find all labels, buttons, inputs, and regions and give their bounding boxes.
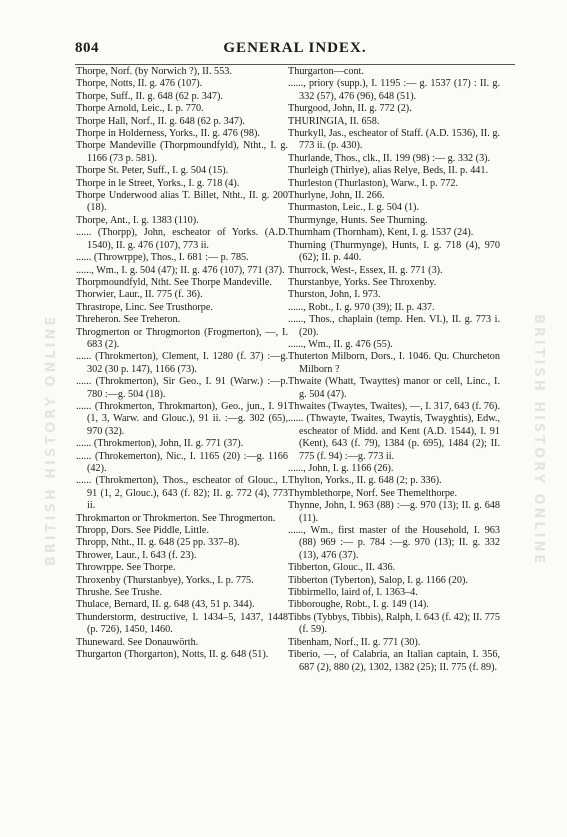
index-entry: Thulace, Bernard, II. g. 648 (43, 51 p. 344). xyxy=(76,599,255,611)
index-entry: ......, Wm., first master of the Household, I. 963 (88) 969 :— p. 784 :—g. 970 (13); II. g. 332 (13), 476 (37). xyxy=(288,525,500,561)
index-entry: Thurgarton—cont. xyxy=(288,66,364,77)
index-entry: Thrastrope, Linc. See Trusthorpe. xyxy=(76,301,213,313)
index-entry: Thuterton Milborn, Dors., I. 1046. Qu. Churcheton Milborn ? xyxy=(288,351,500,375)
index-entry: ......, Wm., II. g. 476 (55). xyxy=(288,338,393,350)
index-entry: Thrushe. See Trushe. xyxy=(76,587,163,599)
index-entry: Thurlande, Thos., clk., II. 199 (98) :— g. 332 (3). xyxy=(288,152,491,164)
watermark-left: BRITISH HISTORY ONLINE xyxy=(44,313,59,567)
index-entry: Thurnham (Thornham), Kent, I. g. 1537 (24). xyxy=(288,227,474,239)
index-entry: Thurmaston, Leic., I. g. 504 (1). xyxy=(288,202,419,214)
index-entry: Thurning (Thurmynge), Hunts, I. g. 718 (4), 970 (62); II. p. 440. xyxy=(288,239,500,264)
index-entry: Thorpe Arnold, Leic., I. p. 770. xyxy=(76,103,204,115)
index-entry: Throgmerton or Throgmorton (Frogmerton), —, I. 683 (2). xyxy=(76,326,288,350)
running-title: GENERAL INDEX. xyxy=(223,40,367,56)
index-entry: Thynne, John, I. 963 (88) :—g. 970 (13); II. g. 648 (11). xyxy=(288,500,500,524)
index-entry: ...... (Throkmerton), Clement, I. 1280 (f. 37) :—g. 302 (30 p. 147), 1166 (73). xyxy=(76,351,288,375)
index-entry: ...... (Thwayte, Twaites, Twaytis, Twayghtis), Edw., escheator of Midd. and Kent (A.D. 1544), I. 91 (Kent), 643 (f. 79), 1384 (p. 695), 1484 (2); II. 775 (f. 94) :—g. 773 ii. xyxy=(288,413,500,462)
index-entry: ...... (Throkemerton), Nic., I. 1165 (20) :—g. 1166 (42). xyxy=(76,450,288,474)
index-column-right xyxy=(288,66,500,674)
page-number: 804 xyxy=(75,40,99,56)
index-entry: Thurkyll, Jas., escheator of Staff. (A.D. 1536), II. g. 773 ii. (p. 430). xyxy=(288,128,500,152)
index-entry: ...... (Throkmerton), John, II. g. 771 (37). xyxy=(76,438,244,450)
index-entry: Thorpe in Holderness, Yorks., II. g. 476 (98). xyxy=(76,128,260,140)
index-entry: ...... (Thorpp), John, escheator of Yorks. (A.D. 1540), II. g. 476 (107), 773 ii. xyxy=(76,227,288,251)
index-entry: ......, Robt., I. g. 970 (39); II. p. 437. xyxy=(288,301,435,313)
index-entry: Thrower, Laur., I. 643 (f. 23). xyxy=(76,549,197,561)
index-entry: Thurgood, John, II. g. 772 (2). xyxy=(288,103,412,115)
index-entry: Thorpe Hall, Norf., II. g. 648 (62 p. 347). xyxy=(76,115,245,127)
index-entry: Tibenham, Norf., II. g. 771 (30). xyxy=(288,636,421,648)
index-entry: Thurleigh (Thirlye), alias Relye, Beds, II. p. 441. xyxy=(288,165,489,177)
index-entry: ......, priory (supp.), I. 1195 :— g. 1537 (17) : II. g. 332 (57), 476 (96), 648 (51). xyxy=(288,78,500,102)
index-entry: ...... (Throkmerton), Thos., escheator of Glouc., I. 91 (1, 2, Glouc.), 643 (f. 82); II. g. 772 (4), 773 ii. xyxy=(76,475,288,512)
index-entry: Throxenby (Thurstanbye), Yorks., I. p. 775. xyxy=(76,574,254,586)
index-entry: Thorwier, Laur., II. 775 (f. 36). xyxy=(76,289,203,301)
index-entry: Thorpe, Suff., II. g. 648 (62 p. 347). xyxy=(76,90,223,102)
index-entry: ...... (Throkmerton, Throkmarton), Geo., jun., I. 91 (1, 3, Warw. and Glouc.), 91 ii. :—g. 302 (65), 970 (32). xyxy=(76,400,288,437)
index-entry: ...... (Throkmerton), Sir Geo., I. 91 (Warw.) :—p. 780 :—g. 504 (18). xyxy=(76,376,288,400)
index-entry: Thurlyne, John, II. 266. xyxy=(288,190,385,202)
index-entry: Thorpe, Notts, II. g. 476 (107). xyxy=(76,78,203,90)
index-entry: Thorpe, Norf. (by Norwich ?), II. 553. xyxy=(76,66,232,77)
index-entry: Thorpe Mandeville (Thorpmoundfyld), Ntht., I. g. 1166 (73 p. 581). xyxy=(76,140,288,164)
index-entry: Tibbirmello, laird of, I. 1363–4. xyxy=(288,587,418,599)
index-entry: Tibboroughe, Robt., I. g. 149 (14). xyxy=(288,599,429,611)
index-entry: Thurmynge, Hunts. See Thurning. xyxy=(288,214,428,226)
index-entry: ...... (Throwrppe), Thos., I. 681 :— p. 785. xyxy=(76,252,249,264)
index-entry: ......, Wm., I. g. 504 (47); II. g. 476 (107), 771 (37). xyxy=(76,264,285,276)
running-header xyxy=(75,40,515,65)
index-entry: ......, John, I. g. 1166 (26). xyxy=(288,463,394,474)
index-entry: Thorpe St. Peter, Suff., I. g. 504 (15). xyxy=(76,165,229,177)
index-entry: Tibberton (Tyberton), Salop, I. g. 1166 (20). xyxy=(288,574,468,586)
index-entry: Thurstanbye, Yorks. See Throxenby. xyxy=(288,276,437,288)
index-entry: Thorpe in le Street, Yorks., I. g. 718 (4). xyxy=(76,177,240,189)
index-entry: Thurleston (Thurlaston), Warw., I. p. 772. xyxy=(288,177,459,189)
index-entry: Throwrppe. See Thorpe. xyxy=(76,562,176,574)
index-entry: Thunderstorm, destructive, I. 1434–5, 1437, 1448 (p. 726), 1450, 1460. xyxy=(76,611,288,636)
index-entry: Thuneward. See Donauwörth. xyxy=(76,636,199,648)
index-entry: Thorpe Underwood alias T. Billet, Ntht., II. g. 200 (18). xyxy=(76,190,288,214)
index-entry: ......, Thos., chaplain (temp. Hen. VI.), II. g. 773 i. (20). xyxy=(288,314,500,338)
index-entry: Thropp, Ntht., II. g. 648 (25 pp. 337–8). xyxy=(76,537,240,549)
watermark-right: BRITISH HISTORY ONLINE xyxy=(531,313,546,567)
index-entry: THURINGIA, II. 658. xyxy=(288,115,380,127)
index-entry: Thymblethorpe, Norf. See Themelthorpe. xyxy=(288,487,457,499)
index-column-left xyxy=(76,66,288,662)
index-entry: Tibbs (Tybbys, Tibbis), Ralph, I. 643 (f. 42); II. 775 (f. 59). xyxy=(288,611,500,636)
index-entry: Thurgarton (Thorgarton), Notts, II. g. 648 (51). xyxy=(76,649,269,661)
index-entry: Thurston, John, I. 973. xyxy=(288,289,381,301)
index-entry: Thurrock, West-, Essex, II. g. 771 (3). xyxy=(288,264,443,276)
index-entry: Thorpmoundfyld, Ntht. See Thorpe Mandeville. xyxy=(76,276,272,288)
index-entry: Threheron. See Treheron. xyxy=(76,314,181,326)
index-entry: Thorpe, Ant., I. g. 1383 (110). xyxy=(76,214,199,226)
index-entry: Tibberton, Glouc., II. 436. xyxy=(288,562,396,574)
index-entry: Thwaites (Twaytes, Twaites), —, I. 317, 643 (f. 76). xyxy=(288,400,500,412)
index-entry: Thylton, Yorks., II. g. 648 (2; p. 336). xyxy=(288,475,442,487)
index-entry: Thwaite (Whatt, Twayttes) manor or cell, Linc., I. g. 504 (47). xyxy=(288,376,500,400)
index-entry: Tiberio, —, of Calabria, an Italian captain, I. 356, 687 (2), 880 (2), 1302, 1382 (25); II. 775 (f. 89). xyxy=(288,649,500,673)
index-entry: Throkmarton or Throkmerton. See Throgmerton. xyxy=(76,512,276,524)
index-entry: Thropp, Dors. See Piddle, Little. xyxy=(76,525,209,537)
